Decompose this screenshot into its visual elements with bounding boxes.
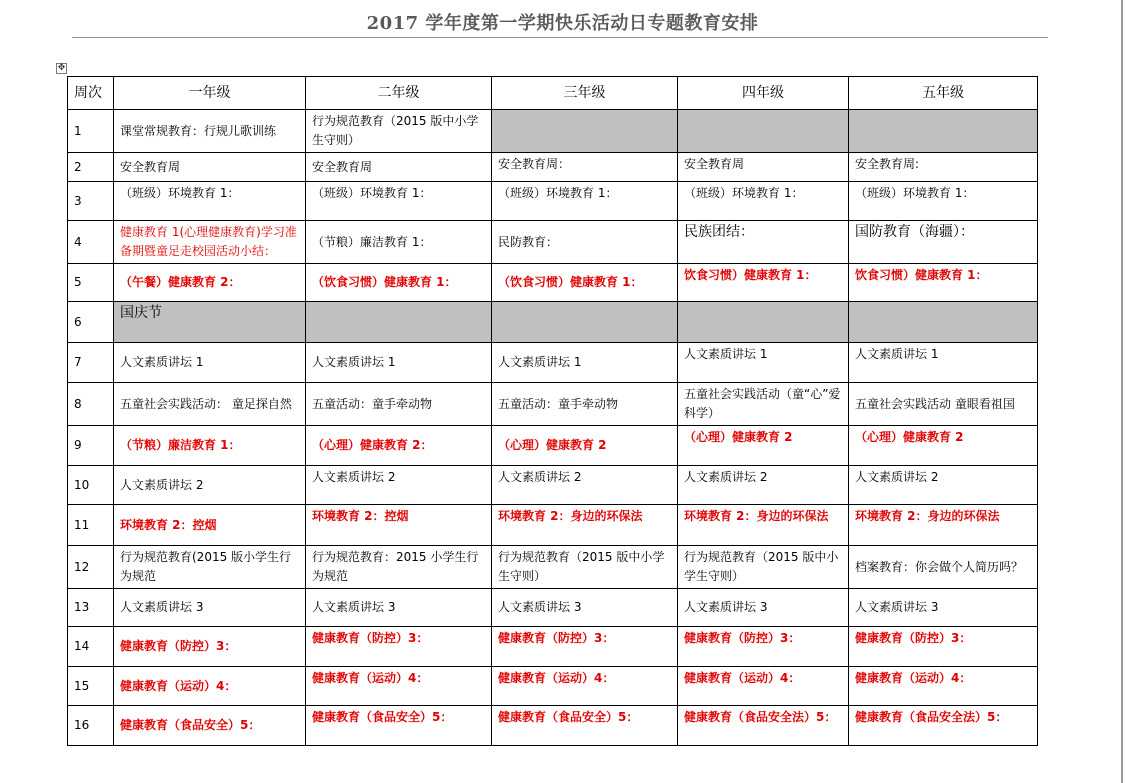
grade-cell: 人文素质讲坛 1 [849,343,1038,383]
week-cell: 11 [68,505,114,546]
grade-cell: 环境教育 2：控烟 [306,505,492,546]
grade-cell: （饮食习惯）健康教育 1： [492,264,678,302]
header-grade-5: 五年级 [849,77,1038,110]
grade-cell: 国庆节 [114,302,306,343]
header-grade-1: 一年级 [114,77,306,110]
grade-cell: （心理）健康教育 2 [678,426,849,466]
grade-cell: 行为规范教育（2015 版中小学生守则） [678,546,849,589]
grade-cell: 人文素质讲坛 3 [114,589,306,627]
grade-cell: 饮食习惯）健康教育 1： [678,264,849,302]
week-cell: 1 [68,110,114,153]
grade-cell: 健康教育（食品安全）5： [114,706,306,746]
table-row [68,667,1038,706]
grade-cell: 国防教育（海疆）： [849,221,1038,264]
header-grade-2: 二年级 [306,77,492,110]
table-row [68,302,1038,343]
grade-cell: 健康教育（食品安全）5： [306,706,492,746]
table-row [68,466,1038,505]
empty-cell [306,302,492,343]
week-cell: 4 [68,221,114,264]
grade-cell: 健康教育（防控）3： [114,627,306,667]
grade-cell: （饮食习惯）健康教育 1： [306,264,492,302]
grade-cell: 健康教育（运动）4： [306,667,492,706]
grade-cell: 档案教育：你会做个人简历吗？ [849,546,1038,589]
week-cell: 16 [68,706,114,746]
table-row [68,706,1038,746]
table-row [68,110,1038,153]
grade-cell: 人文素质讲坛 1 [306,343,492,383]
grade-cell: 健康教育（运动）4： [492,667,678,706]
grade-cell: 环境教育 2：身边的环保法 [849,505,1038,546]
grade-cell: （班级）环境教育 1： [849,182,1038,221]
grade-cell: 人文素质讲坛 1 [678,343,849,383]
schedule-table [67,76,1038,746]
grade-cell: 五童活动：童手牵动物 [306,383,492,426]
table-row [68,627,1038,667]
week-cell: 12 [68,546,114,589]
grade-cell: 安全教育周: [849,153,1038,182]
grade-cell: 人文素质讲坛 3 [306,589,492,627]
grade-cell: 人文素质讲坛 3 [492,589,678,627]
week-cell: 6 [68,302,114,343]
grade-cell: 饮食习惯）健康教育 1： [849,264,1038,302]
grade-cell: （心理）健康教育 2： [306,426,492,466]
table-row [68,505,1038,546]
grade-cell: 安全教育周 [678,153,849,182]
grade-cell: 环境教育 2：身边的环保法 [678,505,849,546]
empty-cell [678,302,849,343]
grade-cell: （心理）健康教育 2 [849,426,1038,466]
week-cell: 3 [68,182,114,221]
grade-cell: 健康教育 1(心理健康教育)学习准备期暨童足走校园活动小结： [114,221,306,264]
grade-cell: 人文素质讲坛 1 [492,343,678,383]
header-grade-4: 四年级 [678,77,849,110]
grade-cell: 五童社会实践活动 童眼看祖国 [849,383,1038,426]
week-cell: 7 [68,343,114,383]
table-row [68,546,1038,589]
grade-cell: 人文素质讲坛 3 [849,589,1038,627]
week-cell: 9 [68,426,114,466]
grade-cell: （班级）环境教育 1： [306,182,492,221]
grade-cell: 健康教育（运动）4： [678,667,849,706]
empty-cell [678,110,849,153]
grade-cell: （节粮）廉洁教育 1： [114,426,306,466]
move-icon[interactable]: ✥ [57,63,66,73]
page-edge [1121,0,1123,783]
table-row [68,383,1038,426]
week-cell: 15 [68,667,114,706]
grade-cell: 行为规范教育(2015 版小学生行为规范 [114,546,306,589]
grade-cell: 课堂常规教育：行规儿歌训练 [114,110,306,153]
table-row [68,343,1038,383]
grade-cell: 环境教育 2：控烟 [114,505,306,546]
grade-cell: （班级）环境教育 1： [114,182,306,221]
week-cell: 10 [68,466,114,505]
week-cell: 8 [68,383,114,426]
grade-cell: 人文素质讲坛 2 [678,466,849,505]
table-row [68,153,1038,182]
grade-cell: 五童活动：童手牵动物 [492,383,678,426]
title-divider [72,37,1048,38]
page-title: 2017 学年度第一学期快乐活动日专题教育安排 [366,13,759,34]
grade-cell: 健康教育（防控）3： [492,627,678,667]
table-row [68,589,1038,627]
table-row [68,182,1038,221]
grade-cell: 人文素质讲坛 2 [306,466,492,505]
grade-cell: 人文素质讲坛 1 [114,343,306,383]
grade-cell: 健康教育（防控）3： [849,627,1038,667]
grade-cell: 安全教育周 [306,153,492,182]
empty-cell [849,110,1038,153]
grade-cell: 健康教育（防控）3： [306,627,492,667]
grade-cell: 行为规范教育：2015 小学生行为规范 [306,546,492,589]
empty-cell [849,302,1038,343]
week-cell: 13 [68,589,114,627]
week-cell: 14 [68,627,114,667]
grade-cell: 行为规范教育（2015 版中小学生守则） [492,546,678,589]
grade-cell: （午餐）健康教育 2： [114,264,306,302]
grade-cell: （班级）环境教育 1： [492,182,678,221]
header-row [68,77,1038,110]
week-cell: 5 [68,264,114,302]
week-cell: 2 [68,153,114,182]
grade-cell: 民防教育： [492,221,678,264]
grade-cell: 五童社会实践活动： 童足探自然 [114,383,306,426]
grade-cell: 人文素质讲坛 2 [114,466,306,505]
grade-cell: 安全教育周： [492,153,678,182]
grade-cell: 五童社会实践活动（童“心”爱科学） [678,383,849,426]
grade-cell: 健康教育（食品安全法）5： [849,706,1038,746]
grade-cell: （班级）环境教育 1： [678,182,849,221]
grade-cell: （节粮）廉洁教育 1： [306,221,492,264]
grade-cell: 健康教育（食品安全）5： [492,706,678,746]
grade-cell: 人文素质讲坛 2 [849,466,1038,505]
grade-cell: 民族团结： [678,221,849,264]
header-grade-3: 三年级 [492,77,678,110]
table-row [68,221,1038,264]
empty-cell [492,110,678,153]
header-week: 周次 [68,77,114,110]
empty-cell [492,302,678,343]
grade-cell: 人文素质讲坛 3 [678,589,849,627]
grade-cell: 环境教育 2：身边的环保法 [492,505,678,546]
grade-cell: 健康教育（运动）4： [849,667,1038,706]
grade-cell: （心理）健康教育 2 [492,426,678,466]
grade-cell: 健康教育（食品安全法）5： [678,706,849,746]
table-row [68,426,1038,466]
grade-cell: 健康教育（运动）4： [114,667,306,706]
grade-cell: 健康教育（防控）3： [678,627,849,667]
grade-cell: 安全教育周 [114,153,306,182]
grade-cell: 人文素质讲坛 2 [492,466,678,505]
grade-cell: 行为规范教育（2015 版中小学生守则） [306,110,492,153]
table-row [68,264,1038,302]
